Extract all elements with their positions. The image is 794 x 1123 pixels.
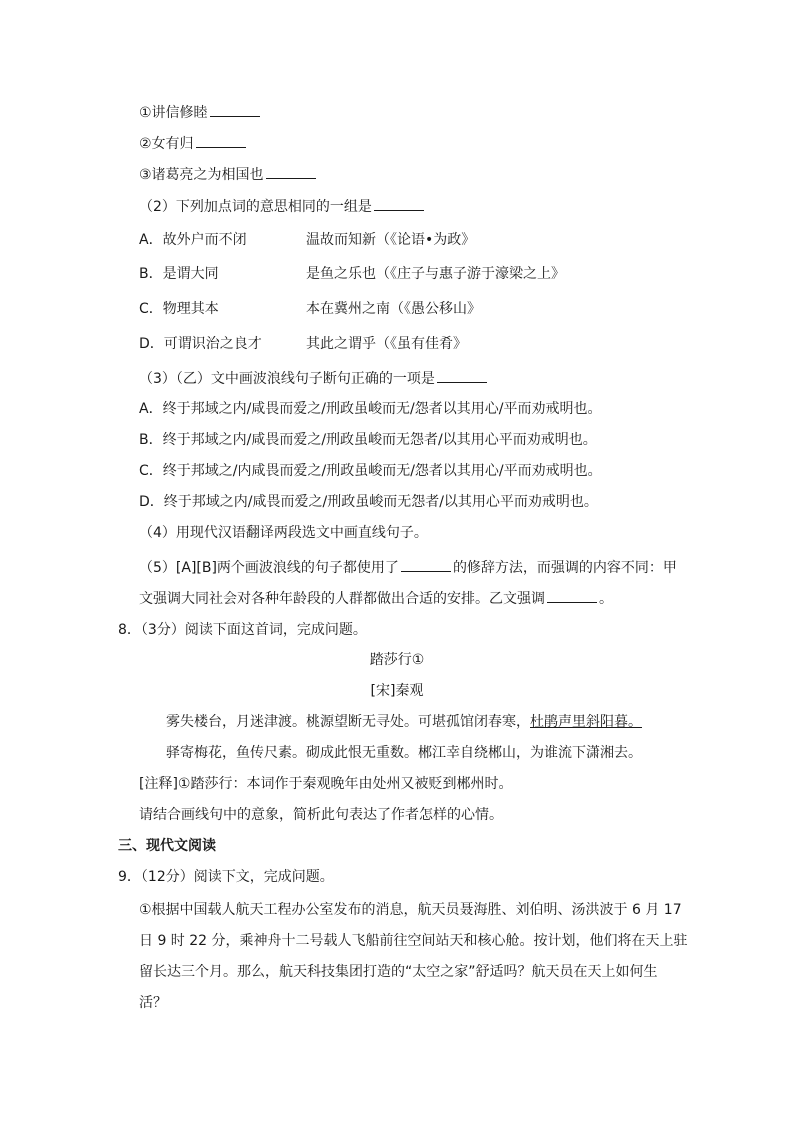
q7-sub3-stem: （3）（乙）文中画波浪线句子断句正确的一项是	[139, 368, 489, 389]
poem-note: [注释]①踏莎行：本词作于秦观晚年由处州又被贬到郴州时。	[139, 776, 513, 792]
answer-blank[interactable]	[437, 368, 487, 383]
q9-para-line-4: 活？	[139, 995, 167, 1011]
q9-para-line-2: 日 9 时 22 分，乘神舟十二号载人飞船前往空间站天和核心舱。按计划，他们将在天上驻	[139, 933, 688, 949]
q7-sub2-stem: （2）下列加点词的意思相同的一组是	[139, 196, 426, 217]
answer-blank[interactable]	[374, 196, 424, 211]
q7-sub1-item-2: ②女有归	[139, 133, 248, 154]
q7-sub1-item-1: ①讲信修睦	[139, 102, 262, 123]
answer-blank[interactable]	[196, 133, 246, 148]
q7-sub3-option-b: B．终于邦域之内/咸畏而爱之/刑政虽峻而无怨者/以其用心平而劝戒明也。	[139, 432, 597, 448]
poem-line-2: 驿寄梅花，鱼传尺素。砌成此恨无重数。郴江幸自绕郴山，为谁流下潇湘去。	[166, 745, 642, 761]
q7-sub3-option-a: A．终于邦域之内/咸畏而爱之/刑政虽峻而无/怨者以其用心/平而劝戒明也。	[139, 401, 602, 417]
poem-author: [宋]秦观	[370, 683, 424, 699]
poem-line-1: 雾失楼台，月迷津渡。桃源望断无寻处。可堪孤馆闭春寒，杜鹃声里斜阳暮。	[166, 714, 642, 730]
answer-blank[interactable]	[547, 588, 597, 603]
q7-sub4: （4）用现代汉语翻译两段选文中画直线句子。	[139, 525, 428, 541]
q9-para-line-3: 留长达三个月。那么，航天科技集团打造的“太空之家”舒适吗？航天员在天上如何生	[139, 964, 658, 980]
section-title: 三、现代文阅读	[118, 838, 216, 854]
q7-sub2-option-d: D．可谓识治之良才 其此之谓乎（《虽有佳肴》	[139, 336, 467, 352]
answer-blank[interactable]	[266, 164, 316, 179]
q7-sub1-item-3: ③诸葛亮之为相国也	[139, 164, 318, 185]
q7-sub3-option-d: D．终于邦域之内/咸畏而爱之/刑政虽峻而无怨者/以其用心平而劝戒明也。	[139, 494, 598, 510]
answer-blank[interactable]	[401, 557, 451, 572]
poem-title: 踏莎行①	[369, 652, 425, 668]
q9-para-line-1: ①根据中国载人航天工程办公室发布的消息，航天员聂海胜、刘伯明、汤洪波于 6 月 17	[139, 902, 682, 918]
q9-stem: 9．（12分）阅读下文，完成问题。	[118, 869, 334, 885]
q7-sub2-option-b: B．是谓大同 是鱼之乐也（《庄子与惠子游于濠梁之上》	[139, 266, 565, 282]
q7-sub2-option-a: A．故外户而不闭 温故而知新（《论语•为政》	[139, 232, 476, 248]
q7-sub2-option-c: C．物理其本 本在冀州之南（《愚公移山》	[139, 301, 481, 317]
q8-question: 请结合画线句中的意象，简析此句表达了作者怎样的心情。	[139, 807, 503, 823]
q7-sub5-line-2: 文强调大同社会对各种年龄段的人群都做出合适的安排。乙文强调 。	[139, 588, 613, 609]
q7-sub3-option-c: C．终于邦域之/内咸畏而爱之/刑政虽峻而无/怨者以其用心/平而劝戒明也。	[139, 463, 602, 479]
q7-sub5-line-1: （5）[A][B]两个画波浪线的句子都使用了 的修辞方法，而强调的内容不同：甲	[139, 557, 677, 578]
q8-stem: 8．（3分）阅读下面这首词，完成问题。	[118, 622, 367, 638]
answer-blank[interactable]	[210, 102, 260, 117]
underlined-line: 杜鹃声里斜阳暮。	[530, 714, 642, 730]
